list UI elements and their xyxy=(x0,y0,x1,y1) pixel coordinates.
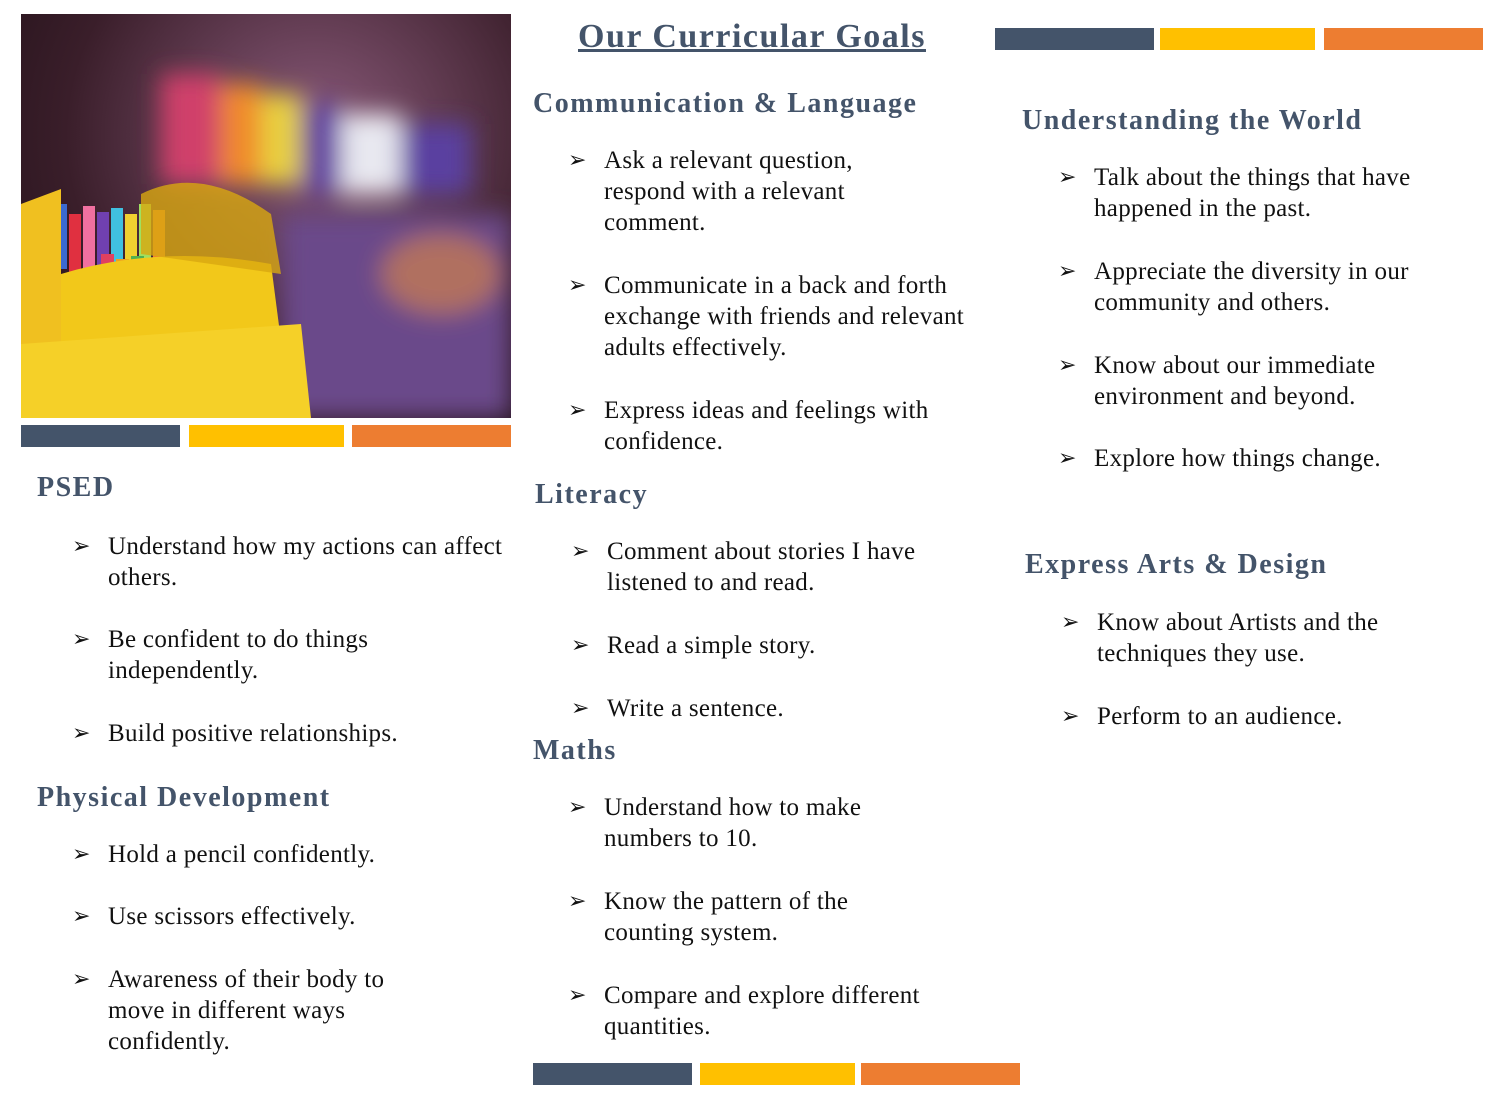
arrowhead-bullet-icon: ➢ xyxy=(568,889,587,914)
list-item: ➢ Communicate in a back and forth exchange with friends and relevant adults effectively. xyxy=(568,272,965,361)
list-item: ➢ Build positive relationships. xyxy=(72,720,398,747)
arrowhead-bullet-icon: ➢ xyxy=(72,967,91,992)
arrowhead-bullet-icon: ➢ xyxy=(568,983,587,1008)
arrowhead-bullet-icon: ➢ xyxy=(568,148,587,173)
list-item: ➢ Express ideas and feelings with confidence. xyxy=(568,397,929,455)
section-heading-communication: Communication & Language xyxy=(533,88,918,119)
arrowhead-bullet-icon: ➢ xyxy=(1058,446,1077,471)
list-item: ➢ Know about our immediate environment and beyond. xyxy=(1058,352,1376,410)
list-item: ➢ Compare and explore different quantities. xyxy=(568,982,920,1040)
section-heading-arts: Express Arts & Design xyxy=(1025,549,1328,580)
list-item: ➢ Awareness of their body to move in different ways confidently. xyxy=(72,966,385,1055)
list-item: ➢ Explore how things change. xyxy=(1058,445,1381,472)
arrowhead-bullet-icon: ➢ xyxy=(568,398,587,423)
section-heading-literacy: Literacy xyxy=(535,479,649,510)
accent-bar-orange xyxy=(1324,28,1483,50)
arrowhead-bullet-icon: ➢ xyxy=(72,842,91,867)
section-heading-world: Understanding the World xyxy=(1022,105,1363,136)
arrowhead-bullet-icon: ➢ xyxy=(568,273,587,298)
list-item: ➢ Understand how to make numbers to 10. xyxy=(568,794,862,852)
arrowhead-bullet-icon: ➢ xyxy=(1061,704,1080,729)
list-item: ➢ Talk about the things that have happened in the past. xyxy=(1058,164,1411,222)
section-heading-maths: Maths xyxy=(533,735,617,766)
arrowhead-bullet-icon: ➢ xyxy=(72,904,91,929)
accent-bar-orange xyxy=(861,1063,1020,1085)
list-item: ➢ Read a simple story. xyxy=(571,632,816,659)
accent-bar-orange xyxy=(352,425,511,447)
arrowhead-bullet-icon: ➢ xyxy=(72,534,91,559)
list-item: ➢ Be confident to do things independently. xyxy=(72,626,369,684)
arrowhead-bullet-icon: ➢ xyxy=(571,633,590,658)
list-item: ➢ Perform to an audience. xyxy=(1061,703,1343,730)
list-item: ➢ Understand how my actions can affect others. xyxy=(72,533,503,591)
list-item: ➢ Write a sentence. xyxy=(571,695,784,722)
list-item: ➢ Hold a pencil confidently. xyxy=(72,841,376,868)
list-item: ➢ Know about Artists and the techniques they use. xyxy=(1061,609,1379,667)
arrowhead-bullet-icon: ➢ xyxy=(1061,610,1080,635)
arrowhead-bullet-icon: ➢ xyxy=(1058,353,1077,378)
section-heading-physical: Physical Development xyxy=(37,782,331,813)
page-title: Our Curricular Goals xyxy=(578,18,926,55)
arrowhead-bullet-icon: ➢ xyxy=(571,696,590,721)
list-item: ➢ Know the pattern of the counting system. xyxy=(568,888,849,946)
accent-bar-navy xyxy=(21,425,180,447)
section-heading-psed: PSED xyxy=(37,472,115,503)
arrowhead-bullet-icon: ➢ xyxy=(1058,259,1077,284)
arrowhead-bullet-icon: ➢ xyxy=(72,721,91,746)
list-item: ➢ Appreciate the diversity in our community and others. xyxy=(1058,258,1409,316)
arrowhead-bullet-icon: ➢ xyxy=(1058,165,1077,190)
arrowhead-bullet-icon: ➢ xyxy=(72,627,91,652)
accent-bar-gold xyxy=(700,1063,855,1085)
accent-bar-gold xyxy=(189,425,344,447)
accent-bar-navy xyxy=(995,28,1154,50)
list-item: ➢ Use scissors effectively. xyxy=(72,903,356,930)
arrowhead-bullet-icon: ➢ xyxy=(568,795,587,820)
accent-bar-gold xyxy=(1160,28,1315,50)
crayons-photo xyxy=(21,14,511,418)
list-item: ➢ Comment about stories I have listened to and read. xyxy=(571,538,916,596)
arrowhead-bullet-icon: ➢ xyxy=(571,539,590,564)
accent-bar-navy xyxy=(533,1063,692,1085)
list-item: ➢ Ask a relevant question, respond with a relevant comment. xyxy=(568,147,853,236)
